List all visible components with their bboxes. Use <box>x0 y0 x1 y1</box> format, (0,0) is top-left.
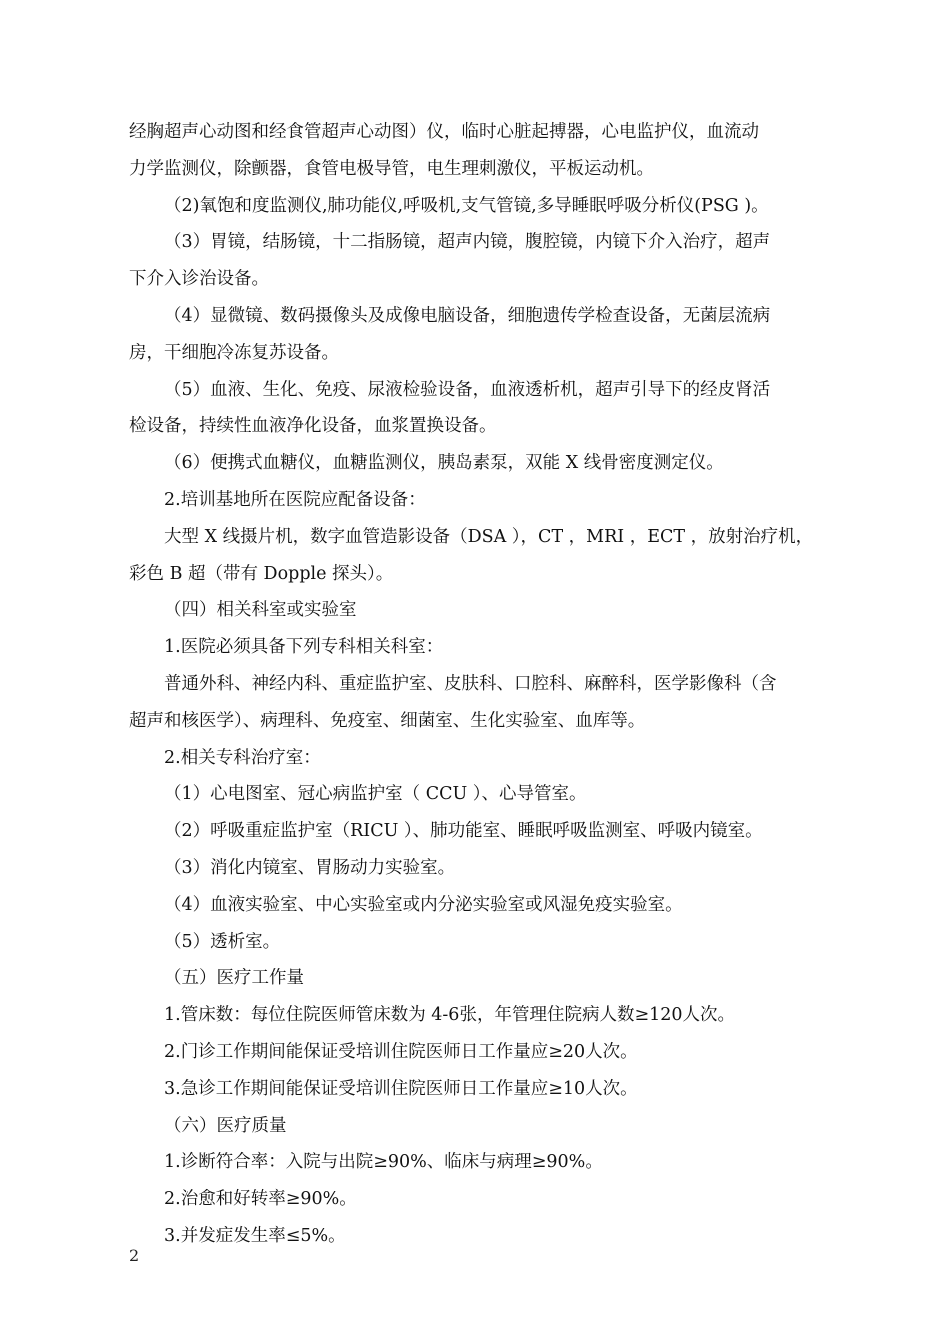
section-heading: 1.医院必须具备下列专科相关科室： <box>164 637 444 658</box>
section-heading: （五）医疗工作量 <box>164 968 304 989</box>
text-line: 力学监测仪，除颤器，食管电极导管，电生理刺激仪，平板运动机。 <box>129 158 654 179</box>
text-line: （3）胃镜，结肠镜，十二指肠镜，超声内镜，腹腔镜，内镜下介入治疗，超声 <box>164 232 771 253</box>
text-line: （1）心电图室、冠心病监护室（ CCU ）、心导管室。 <box>164 784 587 805</box>
text-line: 2.门诊工作期间能保证受培训住院医师日工作量应≥20人次。 <box>164 1041 638 1062</box>
text-line: （4）显微镜、数码摄像头及成像电脑设备，细胞遗传学检查设备，无菌层流病 <box>164 305 771 326</box>
text-line: 1.管床数：每位住院医师管床数为 4-6张，年管理住院病人数≥120人次。 <box>164 1005 736 1026</box>
document-body <box>129 114 829 1255</box>
text-line: （5）透析室。 <box>164 931 281 952</box>
text-line: （4）血液实验室、中心实验室或内分泌实验室或风湿免疫实验室。 <box>164 894 683 915</box>
page-number: 2 <box>129 1246 140 1265</box>
text-line: （6）便携式血糖仪，血糖监测仪，胰岛素泵，双能 X 线骨密度测定仪。 <box>164 453 724 474</box>
text-line: 彩色 B 超（带有 Dopple 探头）。 <box>129 563 394 584</box>
text-line: （2)氧饱和度监测仪,肺功能仪,呼吸机,支气管镜,多导睡眠呼吸分析仪(PSG )。 <box>164 195 769 216</box>
section-heading: 2.相关专科治疗室： <box>164 747 321 768</box>
text-line: 经胸超声心动图和经食管超声心动图）仪，临时心脏起搏器，心电监护仪，血流动 <box>129 122 759 142</box>
text-line: 1.诊断符合率：入院与出院≥90%、临床与病理≥90%。 <box>164 1152 603 1173</box>
section-heading: （六）医疗质量 <box>164 1115 287 1136</box>
text-line: 3.并发症发生率≤5%。 <box>164 1225 346 1246</box>
text-line: 下介入诊治设备。 <box>129 269 269 290</box>
text-line: （5）血液、生化、免疫、尿液检验设备，血液透析机，超声引导下的经皮肾活 <box>164 379 771 400</box>
text-line: 大型 X 线摄片机，数字血管造影设备（DSA ），CT ，MRI ，ECT ，放射治疗机， <box>164 526 814 547</box>
text-line: 检设备，持续性血液净化设备，血浆置换设备。 <box>129 416 497 437</box>
text-line: 3.急诊工作期间能保证受培训住院医师日工作量应≥10人次。 <box>164 1078 638 1099</box>
text-line: 超声和核医学）、病理科、免疫室、细菌室、生化实验室、血库等。 <box>129 710 646 731</box>
section-heading: 2.培训基地所在医院应配备设备： <box>164 489 426 510</box>
text-line: 2.治愈和好转率≥90%。 <box>164 1189 357 1210</box>
text-line: 房，干细胞冷冻复苏设备。 <box>129 342 339 363</box>
text-line: （2）呼吸重症监护室（RICU ）、肺功能室、睡眠呼吸监测室、呼吸内镜室。 <box>164 821 763 842</box>
text-line: （3）消化内镜室、胃肠动力实验室。 <box>164 857 456 878</box>
text-line: 普通外科、神经内科、重症监护室、皮肤科、口腔科、麻醉科，医学影像科（含 <box>164 673 777 694</box>
section-heading: （四）相关科室或实验室 <box>164 600 357 621</box>
